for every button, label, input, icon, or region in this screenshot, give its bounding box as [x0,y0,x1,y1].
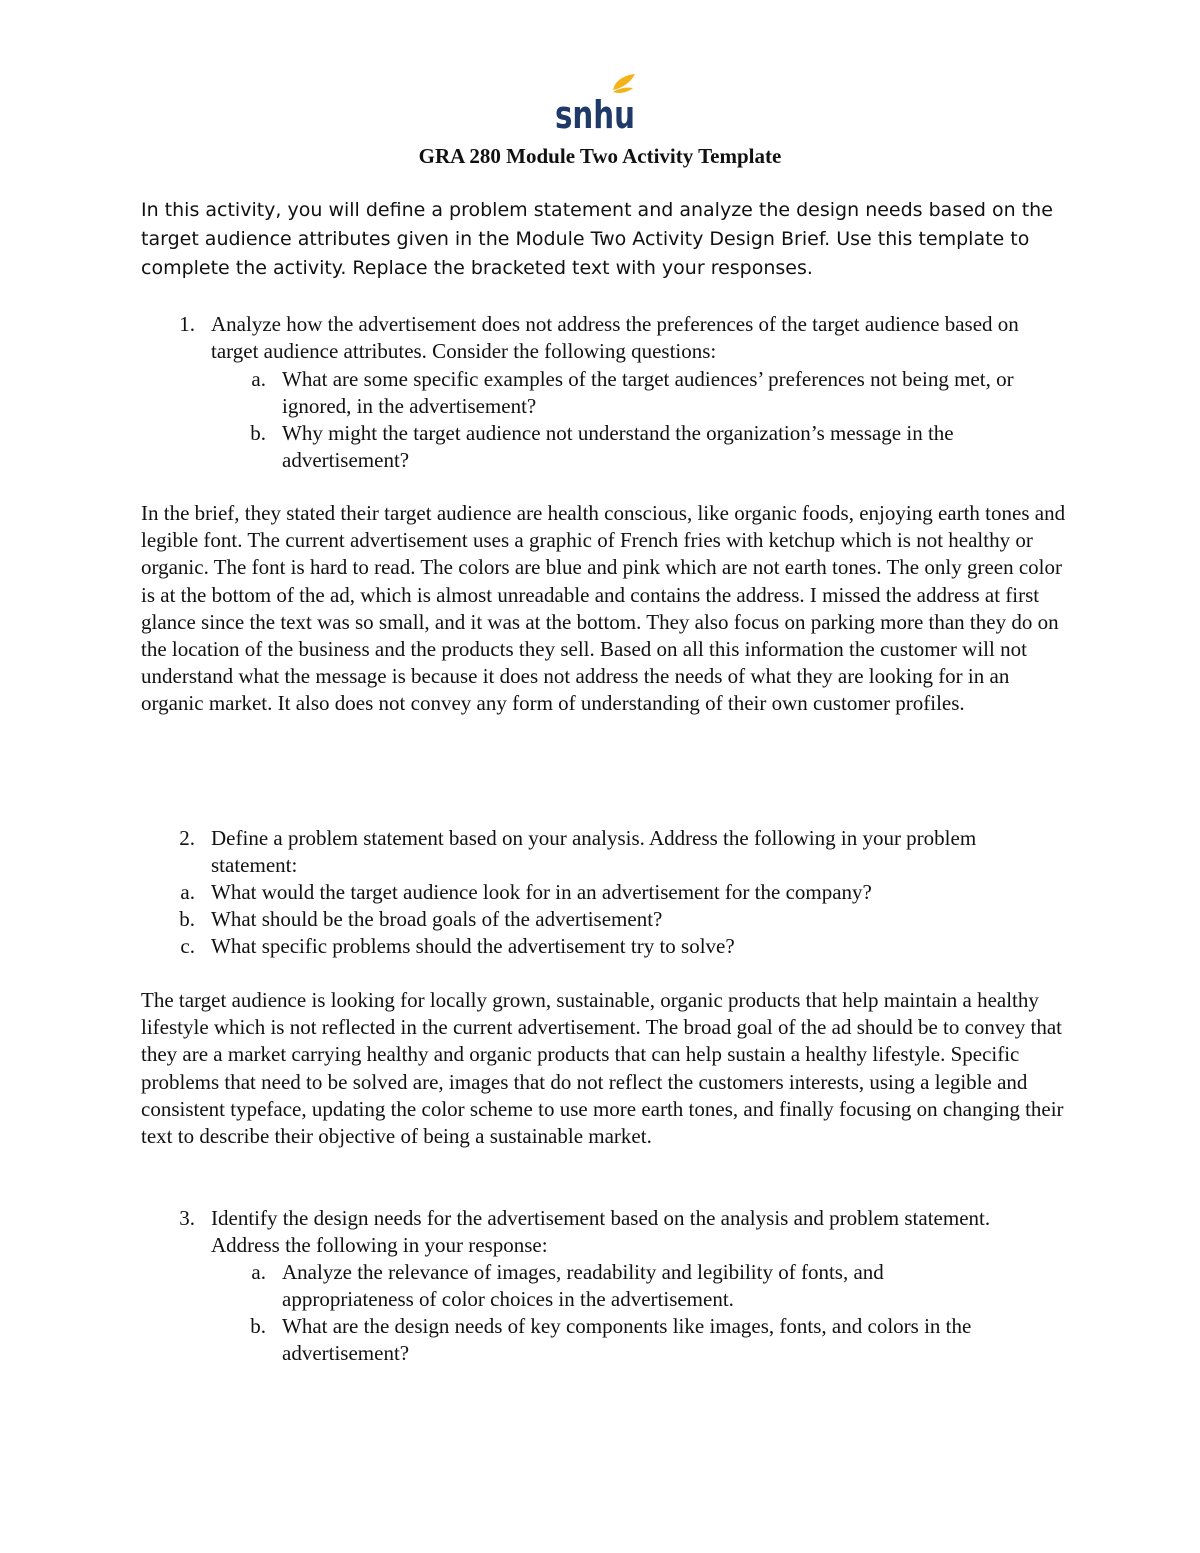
question-2a-label: a. [180,880,195,904]
question-2-text: Define a problem statement based on your analysis. Address the following in your problem statement: [211,826,977,878]
question-3b-label: b. [250,1314,266,1338]
question-1-number: 1. [179,312,195,336]
question-2c-label: c. [180,934,195,958]
question-1a-label: a. [251,367,266,391]
snhu-logo [553,74,639,137]
question-2c-text: What specific problems should the advertisement try to solve? [211,934,735,958]
intro-instructions: In this activity, you will define a problem statement and analyze the design needs based on the target audience attributes given in the Module Two Activity Design Brief. Use this template to complete the activity. Replace the bracketed text with your responses. [141,199,1053,279]
question-3b-text: What are the design needs of key components like images, fonts, and colors in the advertisement? [282,1314,972,1366]
question-2b-label: b. [179,907,195,931]
page-title: GRA 280 Module Two Activity Template [418,144,782,168]
question-1b-label: b. [250,421,266,445]
question-2-number: 2. [179,826,195,850]
question-3-text: Identify the design needs for the advertisement based on the analysis and problem statement. Address the following in your response: [211,1206,991,1258]
question-3a-label: a. [251,1260,266,1284]
question-1-text: Analyze how the advertisement does not address the preferences of the target audience based on target audience attributes. Consider the following questions: [211,312,1019,364]
question-2b-text: What should be the broad goals of the advertisement? [211,907,663,931]
question-1a-text: What are some specific examples of the target audiences’ preferences not being met, or ignored, in the advertisement? [282,367,1014,419]
logo-text: snhu [555,93,635,137]
logo-leaf-icon [613,74,635,90]
answer-2: The target audience is looking for locally grown, sustainable, organic products that help maintain a healthy lifestyle which is not reflected in the current advertisement. The broad goal of the ad should be to convey that they are a market carrying healthy and organic products that can help sustain a healthy lifestyle. Specific problems that need to be solved are, images that do not reflect the customers interests, using a legible and consistent typeface, updating the color scheme to use more earth tones, and finally focusing on changing their text to describe their objective of being a sustainable market. [141,988,1064,1149]
question-3a-text: Analyze the relevance of images, readability and legibility of fonts, and appropriateness of color choices in the advertisement. [282,1260,884,1312]
question-2a-text: What would the target audience look for in an advertisement for the company? [211,880,872,904]
question-1b-text: Why might the target audience not understand the organization’s message in the advertisement? [282,421,954,473]
question-3-number: 3. [179,1206,195,1230]
answer-1: In the brief, they stated their target audience are health conscious, like organic foods, enjoying earth tones and legible font. The current advertisement uses a graphic of French fries with ketchup which is not healthy or organic. The font is hard to read. The colors are blue and pink which are not earth tones. The only green color is at the bottom of the ad, which is almost unreadable and contains the address. I missed the address at first glance since the text was so small, and it was at the bottom. They also focus on parking more than they do on the location of the business and the products they sell. Based on all this information the customer will not understand what the message is because it does not address the needs of what they are looking for in an organic market. It also does not convey any form of understanding of their own customer profiles. [141,501,1066,716]
